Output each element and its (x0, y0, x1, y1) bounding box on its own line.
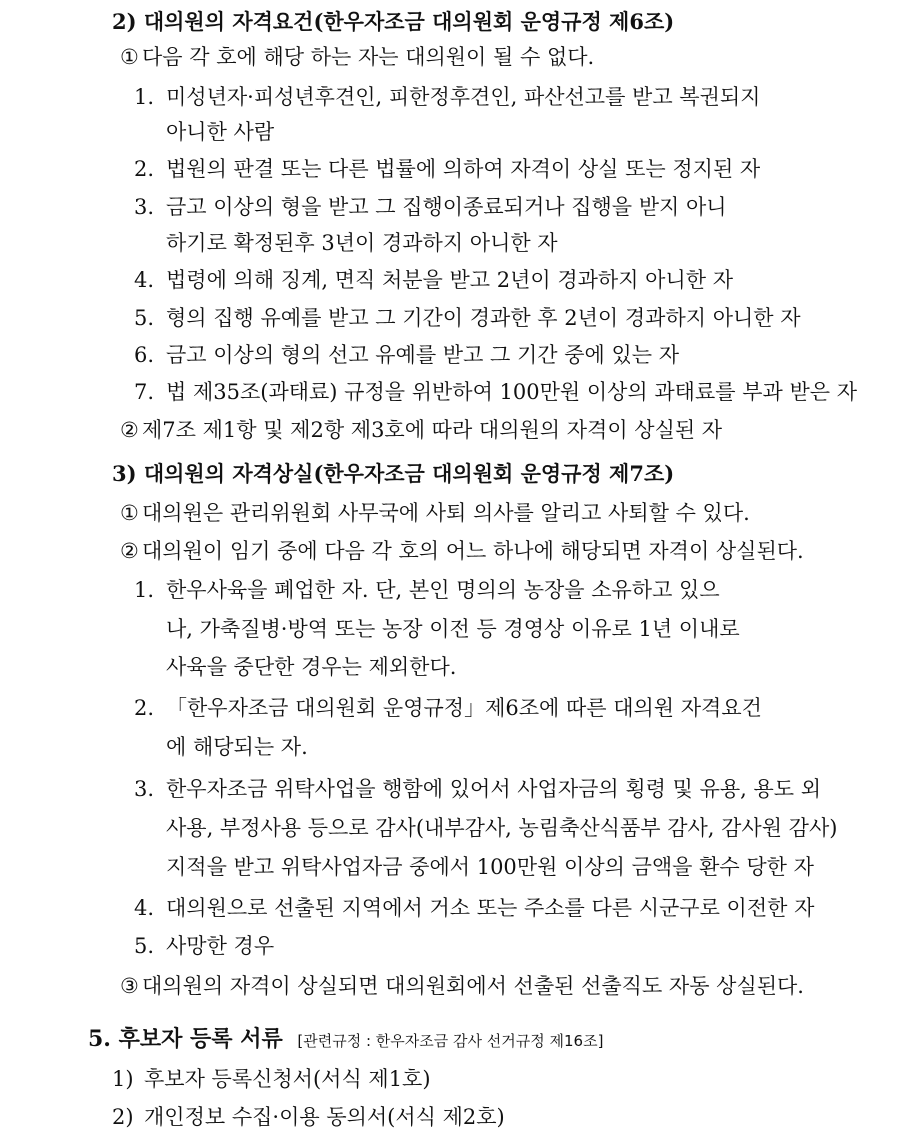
related-regulation-note: [관련규정 : 한우자조금 감사 선거규정 제16조] (297, 1032, 604, 1050)
s2-item-2 (134, 159, 760, 180)
s3-paragraph-1 (120, 503, 750, 524)
item-text: 법원의 판결 또는 다른 법률에 의하여 자격이 상실 또는 정지된 자 (166, 157, 761, 181)
s3-paragraph-3-text: 대의원의 자격이 상실되면 대의원회에서 선출된 선출직도 자동 상실된다. (142, 974, 804, 998)
s2-item-3-cont: 하기로 확정된후 3년이 경과하지 아니한 자 (166, 231, 558, 255)
s3-item-4 (134, 898, 814, 919)
s3-paragraph-3 (120, 976, 804, 997)
s3-item-1-cont-1: 나, 가축질병·방역 또는 농장 이전 등 경영상 이유로 1년 이내로 (166, 617, 740, 641)
s3-paragraph-2-text: 대의원이 임기 중에 다음 각 호의 어느 하나에 해당되면 자격이 상실된다. (142, 539, 804, 563)
item-text: 법령에 의해 징계, 면직 처분을 받고 2년이 경과하지 아니한 자 (166, 268, 733, 292)
item-text: 후보자 등록신청서(서식 제1호) (144, 1067, 431, 1091)
s5-item-2 (112, 1107, 505, 1128)
item-text: 형의 집행 유예를 받고 그 기간이 경과한 후 2년이 경과하지 아니한 자 (166, 306, 801, 330)
s2-item-3 (134, 197, 727, 218)
s3-item-2 (134, 698, 762, 719)
s3-item-1 (134, 580, 720, 601)
s2-paragraph-1 (120, 47, 594, 68)
s2-paragraph-2 (120, 420, 722, 441)
s5-item-1 (112, 1069, 431, 1090)
item-number: 1. (134, 578, 155, 602)
s2-item-5 (134, 308, 801, 329)
s3-item-1-cont-2: 사육을 중단한 경우는 제외한다. (166, 655, 457, 679)
section-3-heading: 3) 대의원의 자격상실(한우자조금 대의원회 운영규정 제7조) (112, 461, 675, 486)
s2-item-1-cont: 아니한 사람 (166, 120, 275, 144)
s3-item-3-cont-1: 사용, 부정사용 등으로 감사(내부감사, 농림축산식품부 감사, 감사원 감사) (166, 816, 838, 840)
section-5-heading-row (88, 1028, 603, 1050)
item-number: 5. (134, 934, 155, 958)
s2-item-4 (134, 270, 733, 291)
circled-number-2: ② (120, 418, 139, 442)
item-number: 1. (134, 85, 155, 109)
item-number: 2. (134, 157, 155, 181)
item-number: 5. (134, 306, 155, 330)
circled-number-1: ① (120, 45, 139, 69)
s2-item-1 (134, 87, 854, 108)
item-text: 대의원으로 선출된 지역에서 거소 또는 주소를 다른 시군구로 이전한 자 (166, 896, 815, 920)
item-number: 7. (134, 380, 155, 404)
item-text: 사망한 경우 (166, 934, 275, 958)
item-number: 6. (134, 343, 155, 367)
s2-paragraph-2-text: 제7조 제1항 및 제2항 제3호에 따라 대의원의 자격이 상실된 자 (142, 418, 723, 442)
item-text: 미성년자·피성년후견인, 피한정후견인, 파산선고를 받고 복권되지 (166, 85, 761, 109)
s2-paragraph-1-text: 다음 각 호에 해당 하는 자는 대의원이 될 수 없다. (142, 45, 595, 69)
s2-item-7 (134, 382, 857, 403)
s3-item-2-cont: 에 해당되는 자. (166, 735, 308, 759)
item-number: 4. (134, 896, 155, 920)
item-text: 금고 이상의 형을 받고 그 집행이종료되거나 집행을 받지 아니 (166, 195, 727, 219)
circled-number-3: ③ (120, 974, 139, 998)
item-text: 금고 이상의 형의 선고 유예를 받고 그 기간 중에 있는 자 (166, 343, 680, 367)
s3-paragraph-1-text: 대의원은 관리위원회 사무국에 사퇴 의사를 알리고 사퇴할 수 있다. (142, 501, 750, 525)
s3-paragraph-2 (120, 541, 804, 562)
item-number: 3. (134, 195, 155, 219)
circled-number-1: ① (120, 501, 139, 525)
item-text: 한우사육을 폐업한 자. 단, 본인 명의의 농장을 소유하고 있으 (166, 578, 720, 602)
s3-item-3-cont-2: 지적을 받고 위탁사업자금 중에서 100만원 이상의 금액을 환수 당한 자 (166, 855, 814, 879)
circled-number-2: ② (120, 539, 139, 563)
s3-item-3 (134, 779, 821, 800)
s3-item-5 (134, 936, 274, 957)
section-2-heading: 2) 대의원의 자격요건(한우자조금 대의원회 운영규정 제6조) (112, 9, 675, 34)
item-text: 개인정보 수집·이용 동의서(서식 제2호) (144, 1105, 505, 1129)
item-number: 3. (134, 777, 155, 801)
item-number: 1) (112, 1067, 134, 1091)
item-text: 한우자조금 위탁사업을 행함에 있어서 사업자금의 횡령 및 유용, 용도 외 (166, 777, 822, 801)
item-text: 「한우자조금 대의원회 운영규정」제6조에 따른 대의원 자격요건 (166, 696, 762, 720)
item-number: 4. (134, 268, 155, 292)
item-number: 2. (134, 696, 155, 720)
s2-item-6 (134, 345, 679, 366)
item-number: 2) (112, 1105, 134, 1129)
item-text: 법 제35조(과태료) 규정을 위반하여 100만원 이상의 과태료를 부과 받은 자 (166, 380, 857, 404)
section-5-heading: 5. 후보자 등록 서류 (88, 1026, 283, 1052)
